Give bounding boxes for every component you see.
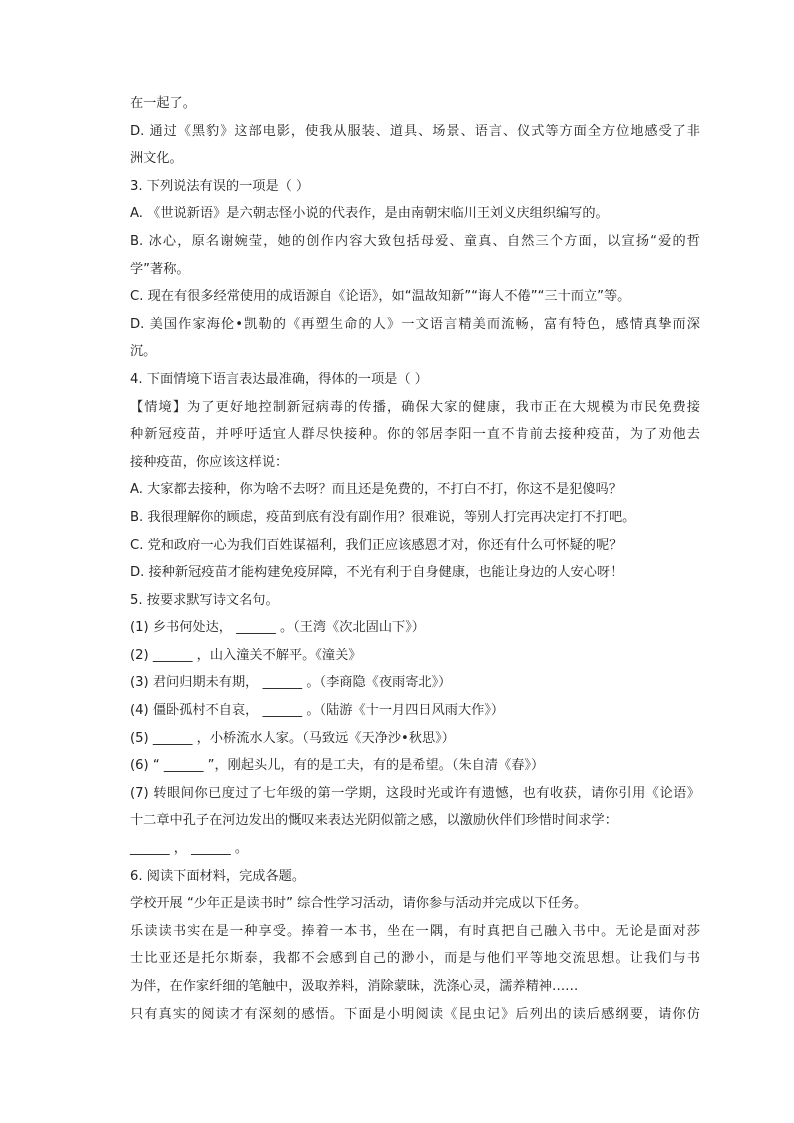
text-line: 种新冠疫苗，并呼吁适宜人群尽快接种。你的邻居李阳一直不肯前去接种疫苗，为了劝他去 <box>130 427 700 443</box>
question-4-context: 【情境】为了更好地控制新冠病毒的传播，确保大家的健康，我市正在大规模为市民免费接 <box>130 399 700 415</box>
question-5-stem: 5. 按要求默写诗文名句。 <box>130 592 279 608</box>
answer-blanks: ______ ， ______ 。 <box>130 841 249 857</box>
text-line: 洲文化。 <box>130 151 183 167</box>
text-line: 学”著称。 <box>130 261 190 277</box>
question-2-option-d: D. 通过《黑豹》这部电影，使我从服装、道具、场景、语言、仪式等方面全方位地感受了非 <box>130 123 700 139</box>
question-4-option-c: C. 党和政府一心为我们百姓谋福利，我们正应该感恩才对，你还有什么可怀疑的呢？ <box>130 537 623 553</box>
text-line: 接种疫苗，你应该这样说： <box>130 454 289 470</box>
reading-passage-line: 只有真实的阅读才有深刻的感悟。下面是小明阅读《昆虫记》后列出的读后感纲要，请你仿 <box>130 1006 700 1022</box>
question-6-intro: 学校开展 “少年正是读书时” 综合性学习活动，请你参与活动并完成以下任务。 <box>130 896 588 912</box>
question-4-stem: 4. 下面情境下语言表达最准确，得体的一项是（ ） <box>130 371 428 387</box>
question-4-option-b: B. 我很理解你的顾虑，疫苗到底有没有副作用？很难说，等别人打完再决定打不打吧。 <box>130 509 636 525</box>
question-3-option-c: C. 现在有很多经常使用的成语源自《论语》，如“温故知新”“诲人不倦”“三十而立”等。 <box>130 289 631 305</box>
question-5-item-4: (4) 僵卧孤村不自哀， ______ 。（陆游《十一月四日风雨大作》） <box>130 703 505 719</box>
reading-passage-line: 为伴，在作家纤细的笔触中，汲取养料，消除蒙昧，洗涤心灵，濡养精神…… <box>130 979 579 994</box>
question-3-stem: 3. 下列说法有误的一项是（ ） <box>130 178 310 194</box>
question-5-item-1: (1) 乡书何处达， ______ 。（王湾《次北固山下》） <box>130 620 425 636</box>
question-6-stem: 6. 阅读下面材料，完成各题。 <box>130 868 306 884</box>
reading-passage-line: 乐读读书实在是一种享受。捧着一本书，坐在一隅，有时真把自己融入书中。无论是面对莎 <box>130 923 700 939</box>
question-5-item-6: (6) “ ______ ”，刚起头儿，有的是工夫，有的是希望。（朱自清《春》） <box>130 758 545 774</box>
question-5-item-7: (7) 转眼间你已度过了七年级的第一学期，这段时光或许有遗憾，也有收获，请你引用《论语》 <box>130 785 700 801</box>
text-line: 在一起了。 <box>130 96 196 111</box>
text-line: 十二章中孔子在河边发出的慨叹来表达光阴似箭之感，以激励伙伴们珍惜时间求学： <box>130 813 618 829</box>
question-5-item-2: (2) ______ ，山入潼关不解平。《潼关》 <box>130 647 362 663</box>
question-3-option-a: A. 《世说新语》是六朝志怪小说的代表作，是由南朝宋临川王刘义庆组织编写的。 <box>130 206 609 222</box>
question-5-item-3: (3) 君问归期未有期， ______ 。（李商隐《夜雨寄北》） <box>130 675 452 691</box>
question-4-option-a: A. 大家都去接种，你为啥不去呀？而且还是免费的，不打白不打，你这不是犯傻吗？ <box>130 482 622 498</box>
exam-page <box>130 90 700 1028</box>
question-5-item-5: (5) ______ ，小桥流水人家。（马致远《天净沙•秋思》） <box>130 730 455 746</box>
question-4-option-d: D. 接种新冠疫苗才能构建免疫屏障，不光有利于自身健康，也能让身边的人安心呀！ <box>130 565 624 581</box>
text-line: 沉。 <box>130 344 157 360</box>
reading-passage-line: 士比亚还是托尔斯泰，我都不会感到自己的渺小，而是与他们平等地交流思想。让我们与书 <box>130 951 700 967</box>
question-3-option-d: D. 美国作家海伦•凯勒的《再塑生命的人》一文语言精美而流畅，富有特色，感情真挚而深 <box>130 316 700 332</box>
question-3-option-b: B. 冰心，原名谢婉莹，她的创作内容大致包括母爱、童真、自然三个方面，以宣扬“爱的哲 <box>130 233 700 249</box>
